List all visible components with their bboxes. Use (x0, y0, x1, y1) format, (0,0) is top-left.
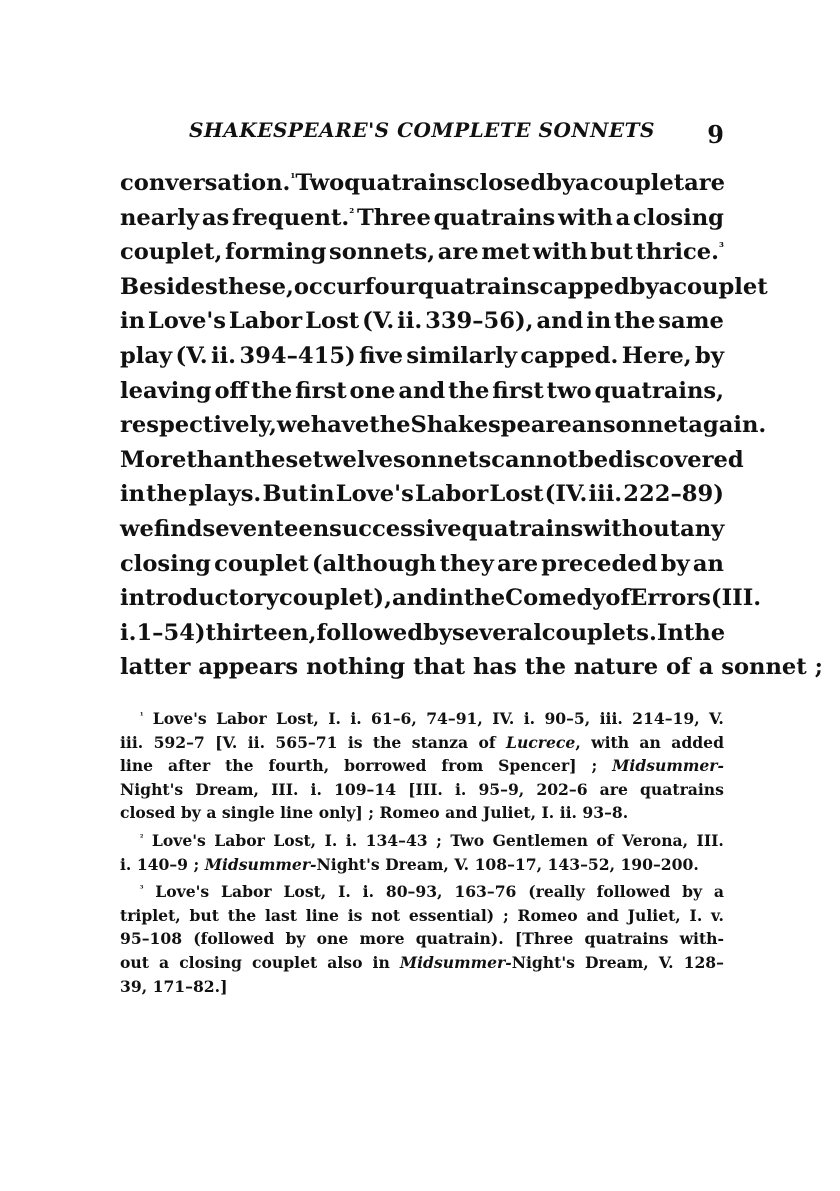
word: four (364, 273, 418, 300)
word: in (120, 308, 146, 335)
word: Dream, (584, 952, 649, 972)
word: the (225, 756, 254, 776)
word: iii. (120, 732, 144, 752)
word: Two (450, 830, 485, 850)
word: an (692, 550, 724, 577)
word: an (639, 732, 661, 752)
word: is (347, 905, 363, 925)
word: essential) (408, 905, 495, 925)
word: be (577, 446, 609, 473)
word: in (586, 308, 612, 335)
word: 61–6, (371, 709, 417, 728)
word: 565–71 (275, 732, 338, 752)
word: Spencer] (498, 756, 577, 776)
word: capped (539, 273, 630, 300)
word: 202–6 (536, 779, 588, 799)
word: Besides (120, 273, 218, 300)
word: two (546, 377, 592, 404)
body-line (120, 201, 724, 236)
word: thrice.$^{^3}$ (635, 239, 724, 266)
word: conversation.$^{^1}$ (120, 170, 296, 196)
word: 74–91, (426, 709, 483, 728)
word: similarly (406, 342, 518, 369)
word: Midsummer- (612, 756, 724, 776)
word: Dream, (385, 854, 449, 874)
footnote-line (120, 829, 724, 853)
word: twelve (312, 446, 393, 473)
footnote-line (120, 927, 724, 951)
body-text (120, 166, 823, 685)
word: Lost, (276, 709, 319, 728)
word: couplet (252, 952, 318, 972)
word: Here, (621, 342, 692, 369)
word: ; (591, 756, 598, 776)
word: 95–9, (478, 779, 525, 799)
word: sonnet (602, 412, 689, 439)
word: i. (523, 709, 536, 728)
word: 95–108 (120, 929, 183, 949)
word: sonnets (393, 446, 492, 473)
word: 109–14 (334, 779, 397, 799)
word: followed (316, 619, 424, 646)
word: More (120, 446, 187, 473)
word: occur (293, 273, 365, 300)
body-line (120, 408, 767, 443)
word: 134–43 (365, 830, 428, 850)
word: Labor (214, 830, 265, 850)
word: ; (436, 830, 442, 850)
word: by (629, 273, 659, 300)
word: the (524, 654, 566, 681)
footnote-line (120, 707, 724, 731)
word: of (596, 830, 614, 850)
word: Shakespearean (410, 412, 603, 439)
word: Two (295, 170, 345, 196)
word: IV. (492, 709, 515, 728)
word: (although (311, 550, 437, 577)
word: a (615, 204, 631, 231)
word: Love's (335, 481, 414, 508)
word: is (347, 732, 363, 752)
word: the (372, 732, 402, 752)
word: 143–52, (547, 854, 615, 874)
word: Romeo (379, 803, 440, 823)
word: with- (679, 929, 724, 949)
word: Errors (630, 585, 711, 612)
word: that (413, 654, 466, 681)
word: V. (658, 952, 674, 972)
word: fourth, (268, 756, 330, 776)
word: leaving (120, 377, 212, 404)
word: are (437, 239, 479, 266)
word: in (309, 481, 335, 508)
word: nothing (306, 654, 406, 681)
word: with (532, 239, 588, 266)
word: sonnets, (329, 239, 436, 266)
word: Romeo (517, 905, 578, 925)
word: several (452, 619, 542, 646)
word: in (372, 952, 390, 972)
word: 1–54) (136, 619, 206, 646)
word: again. (688, 412, 767, 439)
body-line (120, 374, 724, 409)
word: have (310, 412, 370, 439)
word: i. (362, 882, 375, 902)
word: Midsummer-Night's (399, 952, 575, 972)
word: Gentlemen (492, 830, 588, 850)
word: by (285, 929, 306, 949)
word: the (463, 585, 506, 612)
word: I. (338, 882, 351, 902)
word: line (120, 756, 154, 776)
word: added (671, 732, 724, 752)
word: by (546, 170, 576, 196)
footnote-line (120, 975, 724, 999)
word: met (481, 239, 531, 266)
word: we (120, 515, 154, 542)
word: quatrains (640, 779, 724, 799)
word: I. (328, 709, 341, 728)
footnote-marker: ² (140, 832, 144, 842)
word: V. (454, 854, 470, 874)
word: closed (120, 803, 176, 823)
word: of (605, 585, 631, 612)
word: a (575, 170, 590, 196)
word: [III. (408, 779, 443, 799)
word: the (448, 377, 490, 404)
word: are (497, 550, 539, 577)
word: Dream, (195, 779, 259, 799)
word: also (327, 952, 363, 972)
word: the (683, 619, 726, 646)
word: plays. (188, 481, 262, 508)
word: and (536, 308, 584, 335)
word: we (276, 412, 311, 439)
word: i. (350, 709, 362, 728)
word: introductory (120, 585, 279, 612)
word: has (473, 654, 517, 681)
word: ii. (559, 803, 577, 823)
word: line (305, 905, 339, 925)
word: by (180, 803, 201, 823)
word: (V. (362, 308, 395, 335)
word: Love's (155, 882, 210, 902)
word: same (658, 308, 724, 335)
word: are (599, 779, 628, 799)
word: (really (528, 882, 585, 902)
word: seventeen (202, 515, 330, 542)
word: find (153, 515, 203, 542)
word: Lost, (273, 830, 317, 850)
word: Lost (489, 481, 544, 508)
word: out (120, 952, 149, 972)
word: 128– (683, 952, 724, 972)
body-line (120, 235, 724, 270)
word: 90–5, (544, 709, 591, 728)
word: Labor (228, 308, 303, 335)
word: by (682, 882, 703, 902)
body-line (120, 166, 724, 201)
word: these (244, 446, 313, 473)
word: the (250, 377, 293, 404)
word: triplet, (120, 905, 181, 925)
footnote-marker: ¹ (140, 710, 144, 720)
word: [Three (514, 929, 574, 949)
body-line (120, 443, 744, 478)
word: one (349, 377, 396, 404)
word: Labor (216, 709, 267, 728)
word: Juliet, (482, 803, 537, 823)
word: couplet (673, 273, 768, 300)
word: quatrains (344, 170, 466, 196)
word: Love's (147, 308, 227, 335)
word: the (614, 308, 656, 335)
word: closing (120, 550, 211, 577)
word: couplet), (278, 585, 392, 612)
word: respectively, (120, 412, 277, 439)
word: quatrains (584, 929, 669, 949)
word: with (591, 732, 630, 752)
word: Labor (414, 481, 489, 508)
word: appears (198, 654, 299, 681)
footnote-line (120, 880, 724, 904)
word: forming (224, 239, 327, 266)
word: Love's (151, 830, 206, 850)
word: III. (271, 779, 299, 799)
word: i. (310, 779, 322, 799)
word: ; (502, 905, 509, 925)
word: [V. (215, 732, 238, 752)
word: single (221, 803, 275, 823)
word: quatrain). (415, 929, 504, 949)
word: five (359, 342, 404, 369)
word: I. (689, 905, 703, 925)
word: only] (318, 803, 363, 823)
word: any (680, 515, 725, 542)
footnote-line (120, 904, 724, 928)
word: Lost, (283, 882, 327, 902)
word: ; (814, 654, 823, 681)
word: more (359, 929, 405, 949)
word: 140–9 (136, 854, 189, 874)
word: as (201, 204, 230, 231)
word: cannot (491, 446, 578, 473)
body-line (120, 616, 724, 651)
word: first (295, 377, 347, 404)
word: ii. (211, 342, 237, 369)
word: ; (368, 803, 375, 823)
word: stanza (411, 732, 469, 752)
word: sonnet (721, 654, 807, 681)
word: couplet (589, 170, 685, 196)
word: V. (709, 709, 724, 728)
word: after (168, 756, 211, 776)
word: 592–7 (153, 732, 205, 752)
word: latter (120, 654, 191, 681)
word: than (186, 446, 245, 473)
word: last (265, 905, 298, 925)
body-line (120, 477, 724, 512)
word: 190–200. (620, 854, 699, 874)
word: ii. (397, 308, 423, 335)
body-line (120, 270, 768, 305)
word: Love's (152, 709, 207, 728)
word: one (316, 929, 349, 949)
word: 339–56), (425, 308, 534, 335)
footnote-line (120, 778, 724, 802)
word: discovered (608, 446, 744, 473)
word: a (159, 952, 170, 972)
word: 93–8. (582, 803, 629, 823)
word: a (658, 273, 674, 300)
word: 39, (120, 976, 148, 996)
word: i. (120, 619, 137, 646)
word: Verona, (622, 830, 689, 850)
word: followed (596, 882, 671, 902)
word: quatrains (433, 204, 556, 231)
word: ii. (247, 732, 265, 752)
word: i. (120, 854, 132, 874)
word: off (214, 377, 249, 404)
footnote-line (120, 801, 724, 825)
word: Comedy (505, 585, 606, 612)
footnotes (120, 707, 724, 998)
word: not (371, 905, 401, 925)
word: by (695, 342, 724, 369)
word: and (445, 803, 478, 823)
word: from (441, 756, 484, 776)
word: couplet, (120, 239, 223, 266)
word: I. (541, 803, 555, 823)
word: they (439, 550, 494, 577)
footnote-line (120, 853, 724, 877)
word: quatrains (417, 273, 540, 300)
word: (IV. (544, 481, 588, 508)
word: a (698, 654, 714, 681)
word: and (391, 585, 439, 612)
word: these, (217, 273, 294, 300)
word: i. (454, 779, 467, 799)
word: Juliet, (627, 905, 681, 925)
word: first (492, 377, 544, 404)
word: Night's (120, 779, 184, 799)
word: Lost (305, 308, 360, 335)
word: the (227, 905, 257, 925)
word: closed (465, 170, 547, 196)
word: nature (573, 654, 659, 681)
word: with (557, 204, 613, 231)
word: nearly (120, 204, 200, 231)
running-title: SHAKESPEARE'S COMPLETE SONNETS (188, 118, 656, 142)
word: (V. (175, 342, 208, 369)
word: (followed (193, 929, 275, 949)
word: of (478, 732, 496, 752)
word: 214–19, (632, 709, 700, 728)
word: borrowed (344, 756, 427, 776)
word: 394–415) (239, 342, 356, 369)
word: of (665, 654, 691, 681)
word: the (146, 481, 188, 508)
word: a (206, 803, 217, 823)
word: in (438, 585, 464, 612)
word: play (120, 342, 173, 369)
word: But (262, 481, 309, 508)
word: the (369, 412, 411, 439)
body-line (120, 581, 762, 616)
word: III. (696, 830, 724, 850)
word: preceded (541, 550, 658, 577)
word: iii. (599, 709, 623, 728)
word: Midsummer-Night's (204, 854, 380, 874)
word: iii. (588, 481, 623, 508)
word: by (660, 550, 690, 577)
word: 171–82.] (152, 976, 228, 996)
word: couplets. (541, 619, 657, 646)
word: Three (356, 204, 431, 231)
word: frequent.$^{^2}$ (231, 204, 355, 231)
body-line (120, 547, 724, 582)
word: In (656, 619, 684, 646)
word: but (189, 905, 219, 925)
word: capped. (520, 342, 619, 369)
word: v. (711, 905, 724, 925)
word: 108–17, (474, 854, 543, 874)
word: closing (179, 952, 242, 972)
word: and (586, 905, 619, 925)
word: 222–89) (623, 481, 724, 508)
word: 80–93, (385, 882, 443, 902)
word: a (713, 882, 724, 902)
word: are (684, 170, 726, 196)
word: Lucrece, (505, 732, 581, 752)
word: I. (324, 830, 338, 850)
word: i. (345, 830, 358, 850)
word: but (590, 239, 633, 266)
word: without (583, 515, 681, 542)
word: 163–76 (454, 882, 517, 902)
word: Labor (221, 882, 272, 902)
word: (III. (710, 585, 762, 612)
body-line (120, 512, 724, 547)
word: closing (633, 204, 724, 231)
body-line (120, 339, 724, 374)
word: ; (193, 854, 200, 874)
word: and (398, 377, 446, 404)
word: by (423, 619, 453, 646)
word: successive (329, 515, 462, 542)
word: quatrains, (594, 377, 724, 404)
footnote-marker: ³ (140, 883, 144, 893)
word: couplet (214, 550, 309, 577)
footnote-line (120, 731, 724, 755)
running-header (120, 118, 724, 148)
body-line (120, 650, 823, 685)
word: quatrains (461, 515, 584, 542)
word: line (280, 803, 314, 823)
page-number: 9 (707, 120, 724, 149)
body-line (120, 304, 724, 339)
footnote-line (120, 754, 724, 778)
footnote-line (120, 951, 724, 975)
word: in (120, 481, 146, 508)
word: thirteen, (205, 619, 317, 646)
